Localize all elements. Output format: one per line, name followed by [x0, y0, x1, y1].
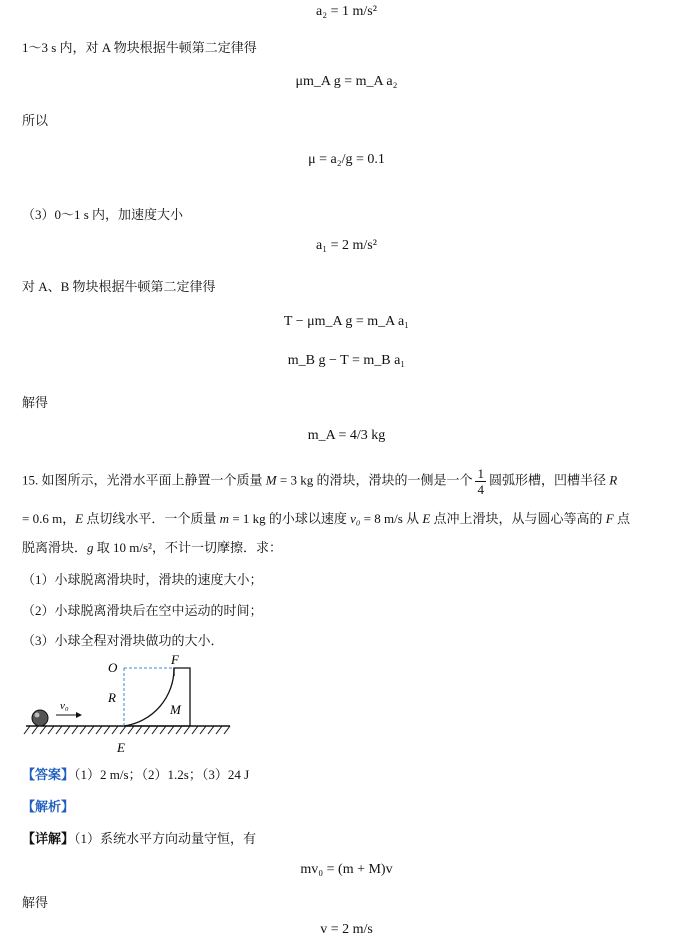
p15-l2i: 点冲上滑块，从与圆心等高的: [430, 511, 606, 526]
analysis-tag: 【解析】: [22, 799, 75, 814]
p15-l2b: E: [75, 511, 84, 526]
label-O: O: [108, 660, 118, 675]
equation-t2: m_B g − T = m_B a₁: [287, 353, 406, 368]
label-F: F: [171, 654, 179, 667]
equation-v: v = 2 m/s: [320, 922, 373, 937]
analysis-line: [22, 796, 74, 815]
velocity-arrowhead: [76, 712, 82, 718]
answer-line: [22, 764, 249, 783]
p15-l2h: E: [422, 511, 431, 526]
equation-mu: μ = a₂/g = 0.1: [308, 152, 385, 167]
p15-l3b: g: [87, 540, 94, 555]
problem15-line2: [22, 508, 630, 527]
slider-block: [124, 668, 190, 726]
ball-highlight: [35, 713, 40, 718]
answer-text: （1）2 m/s；（2）1.2s；（3）24 J: [74, 767, 250, 782]
text-ab-blocks: 对 A、B 物块根据牛顿第二定律得: [22, 279, 216, 294]
equation-mu-mag: μm_A g = m_A a₂: [295, 74, 398, 89]
equation-a1: a₁ = 2 m/s²: [316, 238, 377, 253]
text-suoyi: 所以: [22, 113, 49, 128]
p15-l2f: v₀: [350, 511, 361, 526]
p15-l3c: 取 10 m/s²，不计一切摩擦．求：: [93, 540, 282, 555]
text-1to3s: 1～3 s 内，对 A 物块根据牛顿第二定律得: [22, 40, 257, 55]
p15-l2c: 点切线水平．一个质量: [83, 511, 220, 526]
label-M: M: [170, 702, 181, 717]
fraction-numerator: 1: [477, 466, 484, 481]
quarter-fraction: [475, 466, 486, 497]
equation-a2: a₂ = 1 m/s²: [316, 4, 377, 19]
label-E: E: [117, 740, 125, 755]
label-R: R: [108, 690, 116, 705]
problem15-line1: [22, 466, 617, 497]
p15-l1e: R: [609, 472, 618, 488]
p15-l1a: 15. 如图所示，光滑水平面上静置一个质量: [22, 472, 266, 488]
p15-l2g: = 8 m/s 从: [360, 511, 423, 526]
p15-l2j: F: [605, 511, 614, 526]
p15-l1d: 圆弧形槽，凹槽半径: [488, 472, 610, 488]
equation-ma: m_A = 4/3 kg: [307, 428, 386, 443]
answer-tag: 【答案】: [22, 767, 75, 782]
detail-text: （1）系统水平方向动量守恒，有: [74, 831, 257, 846]
p15-l1c: = 3 kg 的滑块，滑块的一侧是一个: [276, 472, 473, 488]
text-jiede-1: 解得: [22, 395, 49, 410]
fraction-denominator: 4: [477, 482, 484, 497]
equation-t1: T − μm_A g = m_A a₁: [283, 314, 410, 329]
equation-momentum: mv₀ = (m + M)v: [300, 862, 393, 877]
text-jiede-2: 解得: [22, 895, 49, 910]
p15-l2a: = 0.6 m，: [22, 511, 76, 526]
p15-l1b: M: [265, 472, 277, 488]
question-1: （1）小球脱离滑块时，滑块的速度大小；: [22, 572, 263, 587]
p15-l2k: 点: [613, 511, 631, 526]
ball: [32, 710, 48, 726]
p15-l2d: m: [219, 511, 230, 526]
question-3: （3）小球全程对滑块做功的大小．: [22, 633, 224, 648]
label-v0: v₀: [60, 700, 69, 712]
p15-l2e: = 1 kg 的小球以速度: [229, 511, 351, 526]
ground-hatching: [24, 726, 230, 734]
slider-figure: [20, 654, 240, 756]
text-part3: （3）0～1 s 内，加速度大小: [22, 207, 184, 222]
p15-l3a: 脱离滑块．: [22, 540, 88, 555]
detail-tag: 【详解】: [22, 831, 75, 846]
detail-line: [22, 828, 256, 847]
question-2: （2）小球脱离滑块后在空中运动的时间；: [22, 603, 263, 618]
problem15-line3: [22, 537, 282, 556]
